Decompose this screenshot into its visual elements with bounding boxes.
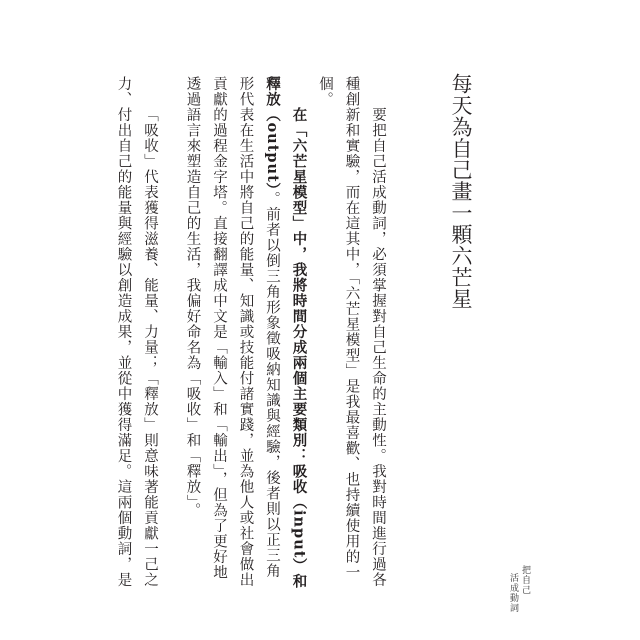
text-line: 「吸收」代表獲得滋養、能量、力量；「釋放」則意味著能貢獻一己之 — [142, 107, 158, 588]
text-line — [259, 76, 286, 596]
paragraph-2 — [179, 76, 312, 596]
body-text — [110, 76, 391, 596]
paragraph-1 — [312, 76, 392, 596]
text-line: 要把自己活成動詞，必須掌握對自己生命的主動性。我對時間進行過各 — [370, 107, 386, 588]
running-footer — [507, 565, 531, 613]
text-line: 透過語言來塑造自己的生活，我偏好命名為「吸收」和「釋放」。 — [184, 76, 201, 519]
running-footer-line: 活成動詞 — [508, 573, 518, 613]
text-line: 形代表在生活中將自己的能量、知識或技能付諸實踐，並為他人或社會做出 — [237, 76, 254, 588]
paragraph-3 — [110, 76, 163, 596]
text-segment: 。前者以倒三角形象徵吸納知識與經驗，後者則以正三角 — [264, 191, 280, 579]
text-line: 個。 — [317, 76, 333, 107]
text-line: 貢獻的過程金字塔。直接翻譯成中文是「輸入」和「輸出」，但為了更好地 — [211, 76, 227, 581]
bold-text-line: 在「六芒星模型」中，我將時間分成兩個主要類別：吸收（input）和 — [290, 107, 308, 590]
bold-text: 釋放（output） — [264, 76, 281, 192]
text-line: 力、付出自己的能量與經驗以創造成果，並從中獲得滿足。這兩個動詞，是 — [115, 76, 132, 588]
running-footer-line: 把自己 — [520, 565, 530, 595]
text-line: 種創新和實驗，而在這其中，「六芒星模型」是我最喜歡、也持續使用的一 — [343, 76, 360, 581]
chapter-title: 每天為自己畫一顆六芒星 — [449, 73, 473, 310]
